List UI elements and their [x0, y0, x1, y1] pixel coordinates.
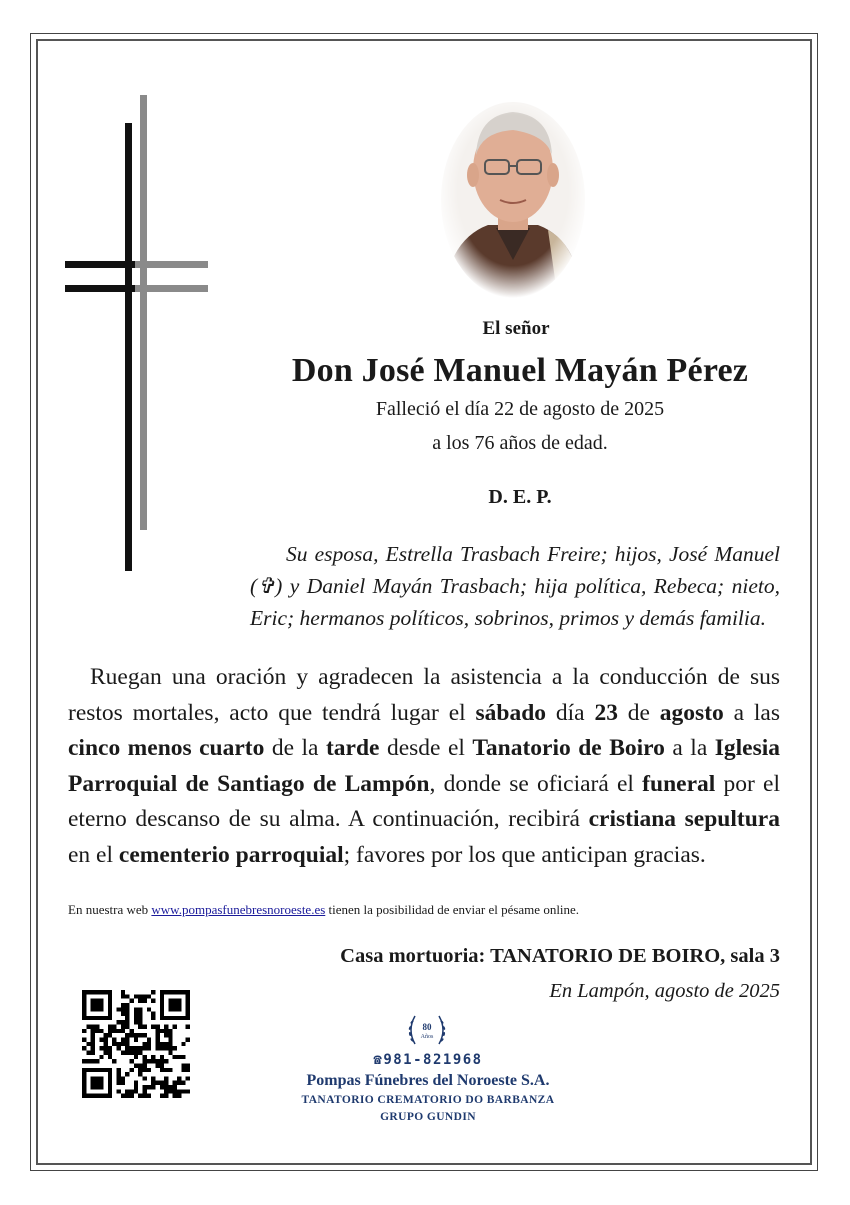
death-date-line: Falleció el día 22 de agosto de 2025	[375, 398, 665, 420]
request-text: ; favores por los que anticipan gracias.	[343, 841, 706, 868]
logo-number: 80	[422, 1022, 432, 1032]
request-text: , donde se oficiará el	[429, 770, 643, 797]
family-paragraph: Su esposa, Estrella Trasbach Freire; hijos, José Manuel (✞) y Daniel Mayán Trasbach; hija política, Rebeca; nieto, Eric; hermanos políticos, sobrinos, primos y demás familia.	[250, 542, 780, 630]
request-bold: cementerio parroquial	[118, 841, 344, 868]
title-small: El señor	[482, 318, 550, 339]
request-bold: agosto	[659, 699, 724, 726]
deceased-portrait	[438, 100, 588, 300]
request-text: desde el	[379, 735, 473, 761]
web-note-text: En nuestra web	[68, 902, 152, 917]
request-text: día	[546, 699, 595, 726]
request-bold: funeral	[642, 770, 716, 797]
website-link[interactable]: www.pompasfunebresnoroeste.es	[151, 902, 326, 917]
request-bold: 23	[594, 699, 618, 726]
company-line-2: TANATORIO CREMATORIO DO BARBANZA	[301, 1094, 555, 1106]
qr-code-icon[interactable]	[82, 990, 190, 1098]
phone-text: 981-821968	[383, 1052, 483, 1068]
request-bold: Tanatorio de Boiro	[472, 735, 665, 761]
age-line: a los 76 años de edad.	[432, 432, 608, 454]
request-text: por el eterno descanso de su alma. A continuación, recibirá	[68, 770, 780, 832]
request-text: a las	[723, 699, 780, 726]
logo-word: Años	[420, 1034, 434, 1040]
deceased-name: Don José Manuel Mayán Pérez	[291, 352, 749, 389]
company-line-3: GRUPO GUNDIN	[380, 1111, 476, 1123]
request-paragraph	[68, 660, 780, 873]
phone-number[interactable]	[300, 1052, 556, 1068]
company-name: Pompas Fúnebres del Noroeste S.A.	[306, 1072, 550, 1089]
request-text: de la	[264, 735, 326, 761]
request-bold: tarde	[325, 735, 380, 761]
request-bold: sábado	[475, 699, 547, 726]
web-note	[68, 902, 780, 918]
request-bold: cinco menos cuarto	[68, 735, 265, 761]
casa-mortuoria: Casa mortuoria: TANATORIO DE BOIRO, sala 3	[340, 945, 780, 967]
anniversary-logo-icon	[405, 1010, 449, 1050]
request-text: de	[617, 699, 660, 726]
request-bold: Iglesia Parroquial de Santiago de Lampón	[68, 735, 781, 797]
phone-icon: ☎	[373, 1052, 384, 1068]
request-bold: cristiana sepultura	[588, 806, 780, 832]
request-text: Ruegan una oración y agradecen la asistencia a la conducción de sus restos mortales, acto que tendrá lugar el	[68, 664, 780, 726]
place-date: En Lampón, agosto de 2025	[549, 980, 780, 1002]
request-text: a la	[664, 735, 715, 761]
request-text: en el	[68, 841, 119, 868]
web-note-text: tienen la posibilidad de enviar el pésame online.	[325, 902, 580, 917]
dep-text: D. E. P.	[488, 486, 552, 508]
